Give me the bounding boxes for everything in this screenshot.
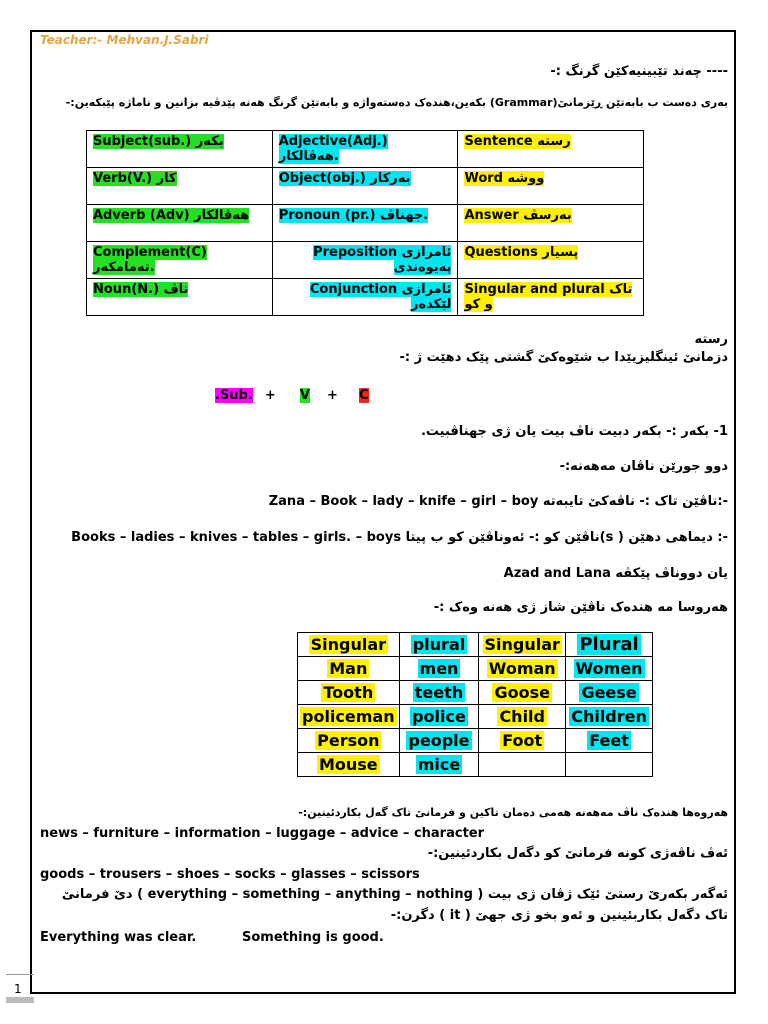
table-cell: mice	[417, 755, 461, 774]
table-cell: Plural	[579, 634, 639, 655]
table-cell: Mouse	[318, 755, 378, 774]
table-cell: Man	[329, 659, 368, 678]
table-row	[298, 633, 653, 657]
singular-line	[269, 494, 728, 509]
irregular-nouns-table	[297, 632, 653, 777]
table-cell	[520, 755, 524, 774]
table-cell: Woman	[488, 659, 556, 678]
term-conjunction: Conjunction ئامرازی لێکدەر	[309, 282, 452, 312]
noun-types: دوو جورێن ناڤان مەهەنە:-	[559, 459, 728, 474]
term-pronoun: Pronoun (pr.) جهناڤ.	[278, 208, 429, 223]
table-cell: Foot	[502, 731, 543, 750]
term-complement: Complement(C) تەمامکەر.	[93, 245, 207, 275]
table-cell: Women	[575, 659, 643, 678]
table-cell: Singular	[310, 635, 387, 654]
formula-plus: +	[264, 388, 276, 403]
table-cell	[607, 755, 611, 774]
sentence-description: دزمانێ ئینگلیزیێدا ب شێوەکێ گشتی پێک دهێت ژ :-	[399, 350, 728, 365]
page-number-bar	[6, 997, 34, 1003]
table-row	[298, 705, 653, 729]
table-cell: men	[419, 659, 459, 678]
example-1: Everything was clear.	[40, 930, 197, 945]
page-number: 1	[14, 982, 22, 996]
irregular-intro: هەروسا مە هندەک ناڤێن شاز ژی هەنە وەک :-	[433, 600, 728, 615]
table-cell: teeth	[414, 683, 464, 702]
term-adjective: Adjective(Adj.) هەڤالکار.	[278, 134, 388, 164]
table-row	[298, 729, 653, 753]
term-cell	[458, 131, 644, 168]
everything-line-2: تاک دگەل بکاربئینین و ئەو بخو ژی جهێ ( it ) دگرن:-	[390, 908, 728, 923]
plural-label: ناڤێن کو :- ئەوناڤێن کو ب پیتا(s ) دیماهی دهێن :-	[405, 530, 728, 545]
terms-table	[86, 130, 644, 316]
term-noun: Noun(N.) ناڤ	[93, 282, 189, 297]
plural-examples: Books – ladies – knives – tables – girls. – boys	[71, 530, 402, 545]
compound-example: Azad and Lana	[503, 566, 611, 581]
table-cell: people	[408, 731, 470, 750]
term-singular-plural: Singular and plural تاک و کو	[464, 282, 633, 312]
plural-line	[71, 530, 728, 545]
term-cell	[87, 131, 273, 168]
sentence-word: رستە	[694, 332, 728, 347]
term-preposition: Preposition ئامرازی پەیوەندی	[313, 245, 452, 275]
plural-only-intro: ئەڤ ناڤەژی کونە فرمانێ کو دگەل بکاردئینین:-	[427, 846, 728, 861]
singular-examples: Zana – Book – lady – knife – girl – boy	[268, 494, 539, 509]
compound-line	[504, 566, 728, 581]
formula-subject: .Sub.	[215, 388, 253, 403]
table-row	[298, 657, 653, 681]
table-cell: Children	[571, 707, 647, 726]
sentence-formula	[215, 388, 369, 403]
term-word: Word ووشە	[464, 171, 545, 186]
term-sentence: Sentence رستە	[464, 134, 571, 149]
term-answer: Answer بەرسڤ	[464, 208, 572, 223]
term-cell	[272, 131, 458, 168]
table-cell: Tooth	[323, 683, 374, 702]
table-cell: Person	[317, 731, 380, 750]
compound-label: یان دووناڤ پێکڤە	[615, 566, 728, 581]
formula-plus: +	[327, 388, 338, 403]
page-number-divider	[6, 974, 34, 975]
table-cell: police	[412, 707, 466, 726]
formula-verb: V	[299, 388, 310, 403]
table-cell: policeman	[302, 707, 395, 726]
term-questions: Questions پسیار	[464, 245, 579, 260]
teacher-name: Teacher:- Mehvan.J.Sabri	[40, 33, 209, 47]
table-cell: Feet	[589, 731, 629, 750]
formula-complement: C	[359, 388, 369, 403]
uncountable-intro: هەروەها هندەک ناڤ مەهەنە هەمی دەمان تاکین و فرمانێ تاک گەل بکاردئینین:-	[298, 806, 728, 819]
heading: ---- چەند تێبینیەکێن گرنگ :-	[550, 64, 728, 79]
table-cell: Child	[499, 707, 545, 726]
uncountable-list: news – furniture – information – luggage – advice – character	[40, 826, 485, 841]
term-subject: Subject(sub.) بکەر	[93, 134, 224, 149]
example-2: Something is good.	[242, 930, 384, 945]
table-row	[298, 753, 653, 777]
intro-text: بەری دەست ب بابەتێن ڕێزمانێ(Grammar) بکەین،هندەک دەستەواژە و بابەتێن گرنگ هەنە پێدڤیە بزانین و ناماژە پێبکەین:-	[65, 96, 728, 109]
table-row	[298, 681, 653, 705]
everything-line-1: ئەگەر بکەرێ رستێ ئێک ژڤان ژی بیت ( everything – something – anything – nothing ) دێ فرمانێ	[61, 887, 728, 902]
term-object: Object(obj.) بەرکار	[278, 171, 411, 186]
table-cell: plural	[412, 635, 466, 654]
subject-definition: 1- بکەر :- بکەر دبیت ناڤ بیت یان ژی جهناڤبیت.	[420, 424, 728, 439]
plural-only-list: goods – trousers – shoes – socks – glasses – scissors	[40, 867, 420, 882]
table-cell: Goose	[494, 683, 550, 702]
table-cell: Singular	[484, 635, 560, 654]
table-cell: Geese	[581, 683, 637, 702]
term-adverb: Adverb (Adv) هەڤالکار	[93, 208, 250, 223]
term-verb: Verb(V.) کار	[93, 171, 177, 186]
singular-label: ناڤێن تاک :- ناڤەکێ تایبەتە:-	[542, 494, 728, 509]
